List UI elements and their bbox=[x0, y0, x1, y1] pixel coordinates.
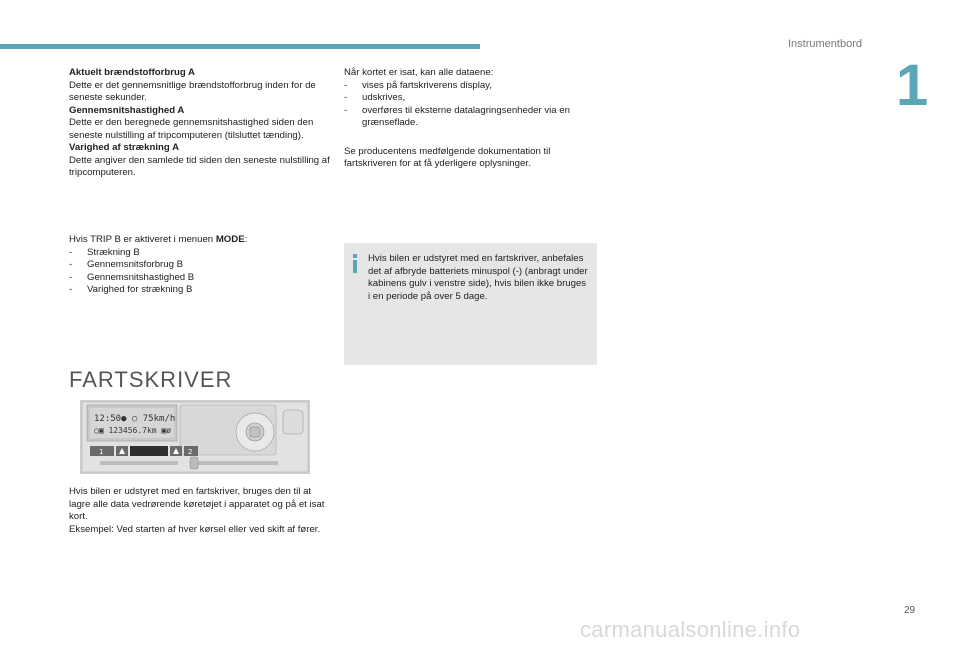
documentation-note: Se producentens medfølgende dokumentation til fartskriveren for at få yderligere oplysninger. bbox=[344, 145, 551, 169]
example-paragraph: Eksempel: Ved starten af hver kørsel eller ved skift af fører. bbox=[69, 523, 321, 535]
list-item: - Strækning B bbox=[69, 247, 334, 260]
left-column bbox=[69, 67, 334, 180]
item-text: Dette er den beregnede gennemsnitshastighed siden den seneste nulstilling af tripcomputeren (tilsluttet tænding). bbox=[69, 117, 314, 141]
slot-2-label: 2 bbox=[188, 448, 193, 456]
page-number: 29 bbox=[904, 605, 916, 616]
item-text: Dette er det gennemsnitlige brændstofforbrug inden for de seneste sekunder. bbox=[69, 79, 316, 103]
trip-b-list bbox=[69, 247, 334, 297]
section-title: Instrumentbord bbox=[788, 38, 862, 50]
item-title: Varighed af strækning A bbox=[69, 142, 179, 153]
tachograph-description bbox=[69, 486, 334, 536]
slot-1-label: 1 bbox=[99, 448, 104, 456]
item-text: Dette angiver den samlede tid siden den seneste nulstilling af tripcomputeren. bbox=[69, 154, 330, 178]
item-title: Aktuelt brændstofforbrug A bbox=[69, 67, 195, 78]
display-line2: ○▣ 123456.7km ▣ø bbox=[94, 426, 172, 435]
list-item: - overføres til eksterne datalagringsenheder via en grænseflade. bbox=[344, 105, 596, 130]
right-intro: Når kortet er isat, kan alle dataene: bbox=[344, 67, 494, 78]
trip-b-block bbox=[69, 234, 334, 297]
info-text: Hvis bilen er udstyret med en fartskriver, anbefales det af afbryde batteriets minuspol (-) (anbragt under kabinens gulv i venstre side), hvis bilen ikke bruges i en periode på over 5 dage. bbox=[368, 253, 588, 302]
trip-b-intro: Hvis TRIP B er aktiveret i menuen MODE: bbox=[69, 234, 248, 245]
info-icon bbox=[353, 254, 358, 274]
tachograph-image bbox=[80, 400, 310, 474]
list-item: - vises på fartskriverens display, bbox=[344, 80, 596, 93]
display-line1: 12:50● ○ 75km/h bbox=[94, 414, 176, 424]
list-item: - Gennemsnitshastighed B bbox=[69, 272, 334, 285]
list-item: - Gennemsnitsforbrug B bbox=[69, 259, 334, 272]
list-item: - udskrives, bbox=[344, 92, 596, 105]
data-options-list bbox=[344, 80, 596, 130]
description-paragraph: Hvis bilen er udstyret med en fartskriver, bruges den til at lagre alle data vedrørende køretøjet i apparatet og på et isat kort. bbox=[69, 486, 325, 522]
section-heading: FARTSKRIVER bbox=[69, 367, 233, 392]
list-item: - Varighed for strækning B bbox=[69, 284, 334, 297]
chapter-number: 1 bbox=[896, 53, 929, 118]
top-accent-bar bbox=[0, 44, 480, 49]
watermark: carmanualsonline.info bbox=[580, 617, 801, 642]
right-column bbox=[344, 67, 596, 171]
item-title: Gennemsnitshastighed A bbox=[69, 104, 185, 116]
info-box bbox=[344, 243, 597, 365]
